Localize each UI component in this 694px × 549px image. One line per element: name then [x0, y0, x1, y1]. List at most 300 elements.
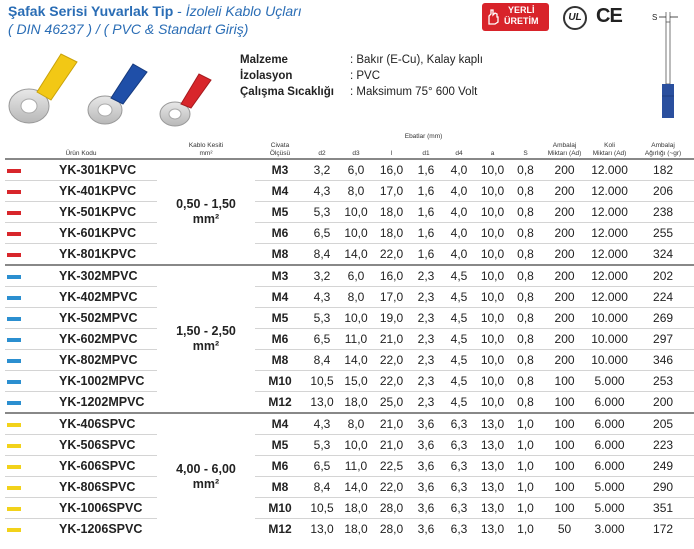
- product-code: YK-1006SPVC: [59, 501, 143, 515]
- box-qty-cell: 6.000: [587, 435, 632, 456]
- d2-cell: 10,5: [305, 498, 339, 519]
- col-dimensions: Ebatlar (mm): [404, 133, 443, 140]
- d1-cell: 1,6: [410, 159, 442, 181]
- product-code-cell: [5, 350, 157, 371]
- a-cell: 13,0: [476, 498, 509, 519]
- d4-cell: 4,5: [442, 371, 476, 392]
- yellow-color-swatch: [7, 486, 21, 490]
- product-code-cell: [5, 413, 157, 435]
- box-qty-cell: 12.000: [587, 159, 632, 181]
- product-code: YK-406SPVC: [59, 417, 136, 431]
- d1-cell: 2,3: [410, 392, 442, 414]
- box-qty-cell: 5.000: [587, 477, 632, 498]
- product-code-cell: [5, 244, 157, 266]
- table-row: [5, 498, 694, 519]
- a-cell: 10,0: [476, 308, 509, 329]
- product-code: YK-602MPVC: [59, 332, 138, 346]
- d1-cell: 3,6: [410, 519, 442, 540]
- s-cell: 0,8: [509, 287, 542, 308]
- blue-terminal: [88, 64, 147, 124]
- bolt-size-cell: M8: [255, 477, 305, 498]
- s-cell: 1,0: [509, 413, 542, 435]
- product-code-cell: [5, 392, 157, 414]
- table-row: [5, 159, 694, 181]
- a-cell: 10,0: [476, 392, 509, 414]
- product-code: YK-302MPVC: [59, 269, 138, 283]
- blue-color-swatch: [7, 338, 21, 342]
- page-subtitle: ( DIN 46237 ) / ( PVC & Standart Giriş): [8, 21, 249, 37]
- box-qty-cell: 3.000: [587, 519, 632, 540]
- col-d2: d2: [318, 150, 326, 157]
- d2-cell: 8,4: [305, 477, 339, 498]
- l-cell: 16,0: [373, 159, 410, 181]
- d3-cell: 8,0: [339, 287, 373, 308]
- product-code-cell: [5, 181, 157, 202]
- bolt-size-cell: M3: [255, 265, 305, 287]
- prop-value-insulation: : PVC: [350, 70, 381, 82]
- table-row: [5, 435, 694, 456]
- package-qty-cell: 200: [542, 159, 587, 181]
- prop-label-temperature: Çalışma Sıcaklığı: [240, 86, 334, 98]
- product-code-cell: [5, 202, 157, 223]
- s-cell: 0,8: [509, 244, 542, 266]
- yellow-color-swatch: [7, 507, 21, 511]
- diagram-s-label: S: [652, 13, 658, 22]
- bolt-size-cell: M4: [255, 413, 305, 435]
- product-code: YK-606SPVC: [59, 459, 136, 473]
- s-cell: 0,8: [509, 265, 542, 287]
- product-code: YK-402MPVC: [59, 290, 138, 304]
- bolt-size-cell: M8: [255, 350, 305, 371]
- package-qty-cell: 100: [542, 371, 587, 392]
- made-in-turkey-badge: [482, 3, 549, 31]
- bolt-size-cell: M6: [255, 223, 305, 244]
- prop-value-temperature: : Maksimum 75° 600 Volt: [350, 86, 478, 98]
- s-cell: 1,0: [509, 477, 542, 498]
- badge-line1: YERLİ: [507, 5, 535, 15]
- a-cell: 10,0: [476, 287, 509, 308]
- product-code-cell: [5, 435, 157, 456]
- d4-cell: 4,5: [442, 265, 476, 287]
- table-row: [5, 223, 694, 244]
- ce-mark-logo: CE: [596, 5, 622, 27]
- d2-cell: 5,3: [305, 435, 339, 456]
- s-cell: 1,0: [509, 456, 542, 477]
- cable-section-cell: 1,50 - 2,50 mm²: [157, 265, 255, 413]
- d3-cell: 14,0: [339, 477, 373, 498]
- a-cell: 13,0: [476, 435, 509, 456]
- d4-cell: 4,5: [442, 287, 476, 308]
- d2-cell: 8,4: [305, 244, 339, 266]
- a-cell: 13,0: [476, 456, 509, 477]
- package-qty-cell: 100: [542, 413, 587, 435]
- box-qty-cell: 6.000: [587, 413, 632, 435]
- prop-label-material: Malzeme: [240, 54, 288, 66]
- package-weight-cell: 200: [632, 392, 694, 414]
- d3-cell: 15,0: [339, 371, 373, 392]
- d1-cell: 1,6: [410, 202, 442, 223]
- red-color-swatch: [7, 211, 21, 215]
- product-code-cell: [5, 308, 157, 329]
- product-code: YK-1206SPVC: [59, 522, 143, 536]
- product-code: YK-502MPVC: [59, 311, 138, 325]
- d3-cell: 14,0: [339, 244, 373, 266]
- d2-cell: 4,3: [305, 181, 339, 202]
- l-cell: 22,0: [373, 244, 410, 266]
- a-cell: 10,0: [476, 202, 509, 223]
- product-code-cell: [5, 498, 157, 519]
- s-cell: 0,8: [509, 181, 542, 202]
- product-code: YK-802MPVC: [59, 353, 138, 367]
- product-code: YK-401KPVC: [59, 184, 137, 198]
- s-cell: 0,8: [509, 202, 542, 223]
- box-qty-cell: 12.000: [587, 181, 632, 202]
- box-qty-cell: 10.000: [587, 308, 632, 329]
- l-cell: 22,0: [373, 477, 410, 498]
- bolt-size-cell: M3: [255, 159, 305, 181]
- product-code: YK-601KPVC: [59, 226, 137, 240]
- d3-cell: 18,0: [339, 392, 373, 414]
- col-bolt-size: Civata Ölçüsü: [269, 142, 291, 157]
- d2-cell: 6,5: [305, 456, 339, 477]
- d4-cell: 4,5: [442, 392, 476, 414]
- l-cell: 28,0: [373, 498, 410, 519]
- d1-cell: 1,6: [410, 181, 442, 202]
- d1-cell: 3,6: [410, 413, 442, 435]
- product-code: YK-801KPVC: [59, 247, 137, 261]
- prop-label-insulation: İzolasyon: [240, 70, 293, 82]
- l-cell: 21,0: [373, 435, 410, 456]
- box-qty-cell: 6.000: [587, 456, 632, 477]
- l-cell: 28,0: [373, 519, 410, 540]
- product-code: YK-501KPVC: [59, 205, 137, 219]
- s-cell: 1,0: [509, 498, 542, 519]
- d2-cell: 6,5: [305, 329, 339, 350]
- d3-cell: 10,0: [339, 223, 373, 244]
- blue-color-swatch: [7, 401, 21, 405]
- product-spec-table: [5, 131, 694, 539]
- package-weight-cell: 182: [632, 159, 694, 181]
- l-cell: 22,5: [373, 456, 410, 477]
- d4-cell: 4,0: [442, 244, 476, 266]
- d2-cell: 3,2: [305, 265, 339, 287]
- d4-cell: 6,3: [442, 456, 476, 477]
- table-row: [5, 202, 694, 223]
- package-qty-cell: 200: [542, 265, 587, 287]
- d3-cell: 10,0: [339, 202, 373, 223]
- d1-cell: 3,6: [410, 477, 442, 498]
- a-cell: 13,0: [476, 413, 509, 435]
- product-code-cell: [5, 456, 157, 477]
- blue-color-swatch: [7, 275, 21, 279]
- table-row: [5, 392, 694, 414]
- box-qty-cell: 10.000: [587, 350, 632, 371]
- a-cell: 10,0: [476, 223, 509, 244]
- package-weight-cell: 205: [632, 413, 694, 435]
- table-row: [5, 265, 694, 287]
- col-cable-section: Kablo Kesiti mm²: [188, 142, 224, 157]
- package-qty-cell: 100: [542, 477, 587, 498]
- package-weight-cell: 297: [632, 329, 694, 350]
- a-cell: 13,0: [476, 519, 509, 540]
- yellow-terminal: [9, 54, 77, 123]
- d4-cell: 4,5: [442, 308, 476, 329]
- package-weight-cell: 290: [632, 477, 694, 498]
- bolt-size-cell: M6: [255, 456, 305, 477]
- box-qty-cell: 12.000: [587, 265, 632, 287]
- product-code: YK-1002MPVC: [59, 374, 145, 388]
- product-code: YK-1202MPVC: [59, 395, 145, 409]
- product-code-cell: [5, 265, 157, 287]
- product-code-cell: [5, 519, 157, 540]
- yellow-color-swatch: [7, 423, 21, 427]
- ul-certification-logo: UL: [563, 6, 587, 30]
- yellow-color-swatch: [7, 465, 21, 469]
- package-weight-cell: 238: [632, 202, 694, 223]
- badge-line2: ÜRETİM: [504, 16, 539, 26]
- d4-cell: 4,0: [442, 202, 476, 223]
- table-row: [5, 181, 694, 202]
- d2-cell: 13,0: [305, 519, 339, 540]
- d3-cell: 11,0: [339, 456, 373, 477]
- cable-section-cell: 0,50 - 1,50 mm²: [157, 159, 255, 265]
- spec-table-body: [5, 159, 694, 539]
- package-qty-cell: 100: [542, 435, 587, 456]
- hand-icon: [486, 9, 500, 25]
- package-qty-cell: 200: [542, 287, 587, 308]
- bolt-size-cell: M5: [255, 308, 305, 329]
- d4-cell: 4,0: [442, 159, 476, 181]
- package-qty-cell: 200: [542, 329, 587, 350]
- product-code-cell: [5, 159, 157, 181]
- a-cell: 13,0: [476, 477, 509, 498]
- l-cell: 18,0: [373, 223, 410, 244]
- blue-color-swatch: [7, 359, 21, 363]
- bolt-size-cell: M4: [255, 287, 305, 308]
- col-d4: d4: [455, 150, 463, 157]
- bolt-size-cell: M10: [255, 371, 305, 392]
- package-weight-cell: 249: [632, 456, 694, 477]
- l-cell: 19,0: [373, 308, 410, 329]
- d3-cell: 18,0: [339, 519, 373, 540]
- table-row: [5, 413, 694, 435]
- package-weight-cell: 269: [632, 308, 694, 329]
- a-cell: 10,0: [476, 329, 509, 350]
- product-code-cell: [5, 223, 157, 244]
- box-qty-cell: 6.000: [587, 392, 632, 414]
- d1-cell: 2,3: [410, 329, 442, 350]
- package-qty-cell: 100: [542, 392, 587, 414]
- red-color-swatch: [7, 232, 21, 236]
- d3-cell: 11,0: [339, 329, 373, 350]
- package-weight-cell: 172: [632, 519, 694, 540]
- product-code-cell: [5, 329, 157, 350]
- s-cell: 1,0: [509, 435, 542, 456]
- package-qty-cell: 200: [542, 202, 587, 223]
- package-qty-cell: 200: [542, 308, 587, 329]
- product-code-cell: [5, 477, 157, 498]
- package-qty-cell: 100: [542, 498, 587, 519]
- d2-cell: 6,5: [305, 223, 339, 244]
- table-row: [5, 350, 694, 371]
- d1-cell: 2,3: [410, 350, 442, 371]
- table-row: [5, 244, 694, 266]
- s-cell: 0,8: [509, 159, 542, 181]
- d1-cell: 1,6: [410, 223, 442, 244]
- bolt-size-cell: M12: [255, 519, 305, 540]
- yellow-color-swatch: [7, 528, 21, 532]
- d2-cell: 4,3: [305, 413, 339, 435]
- col-box-qty: Koli Miktarı (Ad): [592, 142, 627, 157]
- l-cell: 16,0: [373, 265, 410, 287]
- d3-cell: 8,0: [339, 181, 373, 202]
- cable-section-cell: 4,00 - 6,00 mm²: [157, 413, 255, 539]
- d3-cell: 10,0: [339, 435, 373, 456]
- product-code: YK-506SPVC: [59, 438, 136, 452]
- d2-cell: 8,4: [305, 350, 339, 371]
- package-weight-cell: 223: [632, 435, 694, 456]
- bolt-size-cell: M5: [255, 202, 305, 223]
- table-row: [5, 308, 694, 329]
- terminal-product-photos: [5, 44, 227, 130]
- product-code-cell: [5, 287, 157, 308]
- col-s: S: [523, 150, 528, 157]
- a-cell: 10,0: [476, 350, 509, 371]
- col-package-qty: Ambalaj Miktarı (Ad): [547, 142, 582, 157]
- col-a: a: [490, 150, 495, 157]
- d4-cell: 4,5: [442, 350, 476, 371]
- table-row: [5, 371, 694, 392]
- prop-value-material: : Bakır (E-Cu), Kalay kaplı: [350, 54, 483, 66]
- l-cell: 17,0: [373, 287, 410, 308]
- d2-cell: 4,3: [305, 287, 339, 308]
- bolt-size-cell: M6: [255, 329, 305, 350]
- l-cell: 22,0: [373, 371, 410, 392]
- d4-cell: 4,0: [442, 181, 476, 202]
- d3-cell: 14,0: [339, 350, 373, 371]
- d1-cell: 3,6: [410, 456, 442, 477]
- a-cell: 10,0: [476, 244, 509, 266]
- d2-cell: 5,3: [305, 308, 339, 329]
- d4-cell: 4,5: [442, 329, 476, 350]
- table-row: [5, 456, 694, 477]
- box-qty-cell: 12.000: [587, 202, 632, 223]
- d1-cell: 2,3: [410, 287, 442, 308]
- d2-cell: 13,0: [305, 392, 339, 414]
- l-cell: 22,0: [373, 350, 410, 371]
- red-color-swatch: [7, 190, 21, 194]
- s-cell: 0,8: [509, 392, 542, 414]
- package-qty-cell: 200: [542, 223, 587, 244]
- a-cell: 10,0: [476, 265, 509, 287]
- l-cell: 21,0: [373, 329, 410, 350]
- d1-cell: 2,3: [410, 371, 442, 392]
- page-title: Şafak Serisi Yuvarlak Tip - İzoleli Kablo Uçları: [8, 3, 302, 19]
- blue-color-swatch: [7, 317, 21, 321]
- d3-cell: 6,0: [339, 159, 373, 181]
- terminal-dimension-diagram: [650, 8, 690, 120]
- package-qty-cell: 200: [542, 244, 587, 266]
- d4-cell: 6,3: [442, 519, 476, 540]
- blue-color-swatch: [7, 296, 21, 300]
- table-row: [5, 519, 694, 540]
- product-code-cell: [5, 371, 157, 392]
- package-qty-cell: 50: [542, 519, 587, 540]
- col-d1: d1: [422, 150, 430, 157]
- box-qty-cell: 5.000: [587, 498, 632, 519]
- red-color-swatch: [7, 169, 21, 173]
- col-l: l: [390, 150, 393, 157]
- d1-cell: 1,6: [410, 244, 442, 266]
- col-product-code: Ürün Kodu: [65, 150, 97, 157]
- s-cell: 0,8: [509, 223, 542, 244]
- d3-cell: 6,0: [339, 265, 373, 287]
- package-weight-cell: 202: [632, 265, 694, 287]
- l-cell: 25,0: [373, 392, 410, 414]
- blue-color-swatch: [7, 380, 21, 384]
- d1-cell: 3,6: [410, 435, 442, 456]
- table-row: [5, 477, 694, 498]
- bolt-size-cell: M12: [255, 392, 305, 414]
- d4-cell: 6,3: [442, 435, 476, 456]
- package-weight-cell: 324: [632, 244, 694, 266]
- package-weight-cell: 255: [632, 223, 694, 244]
- a-cell: 10,0: [476, 371, 509, 392]
- d2-cell: 10,5: [305, 371, 339, 392]
- d1-cell: 2,3: [410, 265, 442, 287]
- s-cell: 0,8: [509, 308, 542, 329]
- d3-cell: 18,0: [339, 498, 373, 519]
- package-weight-cell: 346: [632, 350, 694, 371]
- a-cell: 10,0: [476, 159, 509, 181]
- red-terminal: [160, 74, 211, 126]
- box-qty-cell: 10.000: [587, 329, 632, 350]
- l-cell: 18,0: [373, 202, 410, 223]
- box-qty-cell: 5.000: [587, 371, 632, 392]
- package-weight-cell: 224: [632, 287, 694, 308]
- d2-cell: 5,3: [305, 202, 339, 223]
- d4-cell: 6,3: [442, 477, 476, 498]
- table-row: [5, 329, 694, 350]
- bolt-size-cell: M10: [255, 498, 305, 519]
- d4-cell: 6,3: [442, 413, 476, 435]
- s-cell: 0,8: [509, 371, 542, 392]
- s-cell: 0,8: [509, 329, 542, 350]
- table-row: [5, 287, 694, 308]
- d3-cell: 8,0: [339, 413, 373, 435]
- bolt-size-cell: M8: [255, 244, 305, 266]
- yellow-color-swatch: [7, 444, 21, 448]
- product-code: YK-301KPVC: [59, 163, 137, 177]
- bolt-size-cell: M5: [255, 435, 305, 456]
- box-qty-cell: 12.000: [587, 287, 632, 308]
- package-weight-cell: 206: [632, 181, 694, 202]
- d4-cell: 4,0: [442, 223, 476, 244]
- d4-cell: 6,3: [442, 498, 476, 519]
- col-package-weight: Ambalaj Ağırlığı (~gr): [644, 142, 682, 157]
- s-cell: 0,8: [509, 350, 542, 371]
- l-cell: 17,0: [373, 181, 410, 202]
- box-qty-cell: 12.000: [587, 244, 632, 266]
- box-qty-cell: 12.000: [587, 223, 632, 244]
- package-weight-cell: 253: [632, 371, 694, 392]
- package-qty-cell: 100: [542, 456, 587, 477]
- package-qty-cell: 200: [542, 181, 587, 202]
- d1-cell: 3,6: [410, 498, 442, 519]
- s-cell: 1,0: [509, 519, 542, 540]
- d3-cell: 10,0: [339, 308, 373, 329]
- bolt-size-cell: M4: [255, 181, 305, 202]
